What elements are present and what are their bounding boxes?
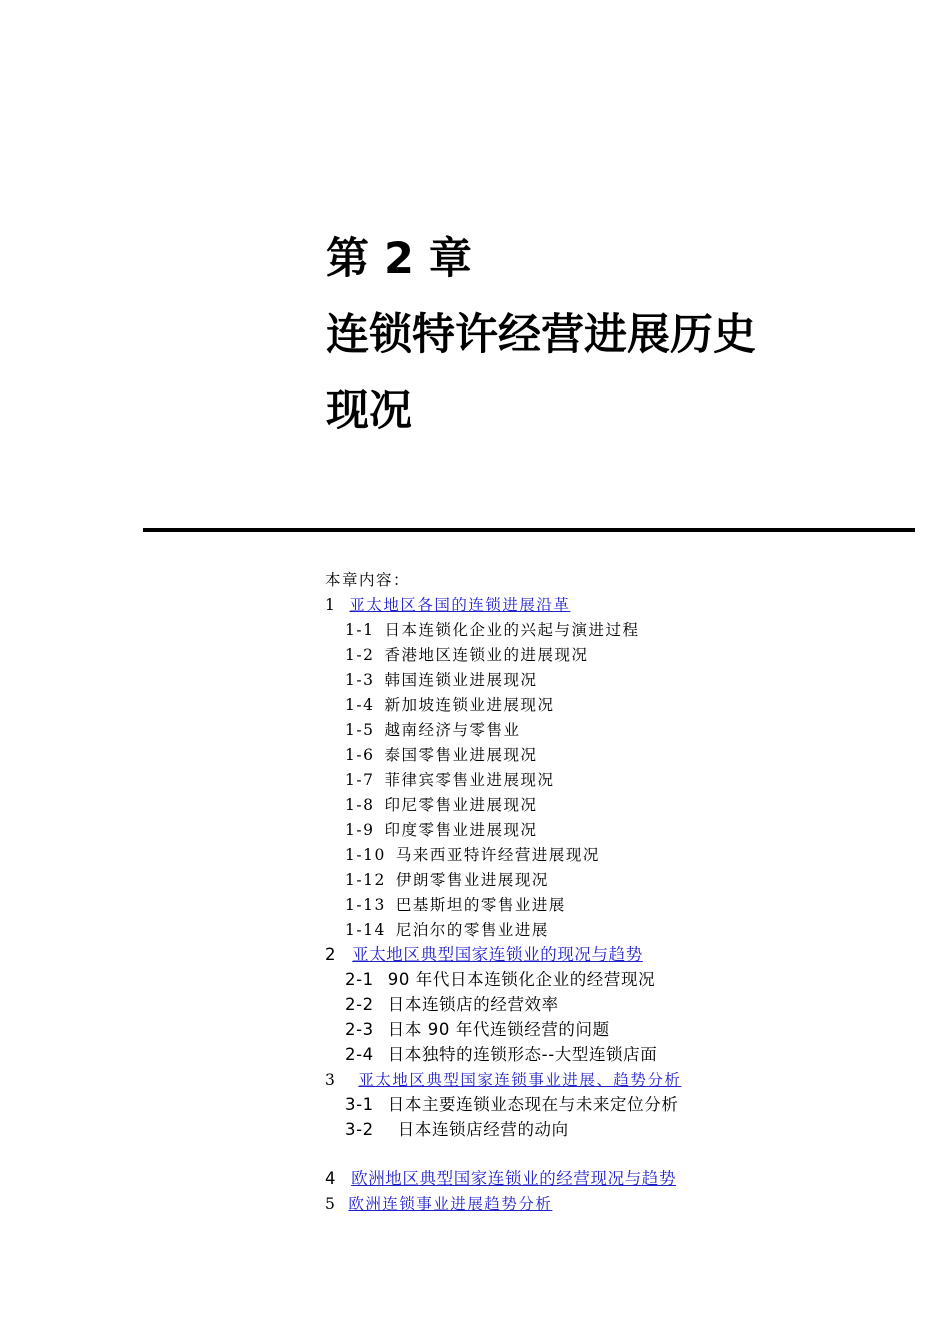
- toc-item-number: 1-8: [345, 796, 375, 814]
- chapter-title-line1: 连锁特许经营进展历史: [326, 310, 756, 360]
- toc-item-title: 伊朗零售业进展现况: [395, 871, 549, 889]
- toc-section-number: 1: [325, 596, 337, 614]
- chapter-title-line2: 现况: [326, 386, 412, 436]
- toc-item: [345, 695, 554, 715]
- toc-item-number: 1-3: [345, 671, 375, 689]
- toc-item-title: 巴基斯坦的零售业进展: [395, 896, 566, 914]
- toc-section-link[interactable]: 欧洲连锁事业进展趋势分析: [348, 1195, 553, 1213]
- toc-item: [345, 670, 537, 690]
- toc-item: [345, 620, 639, 640]
- toc-item: [345, 920, 549, 940]
- toc-item-title: 日本连锁化企业的兴起与演进过程: [384, 621, 640, 639]
- toc-item: [345, 820, 537, 840]
- toc-item-number: 1-10: [345, 846, 386, 864]
- toc-item-title: 菲律宾零售业进展现况: [384, 771, 555, 789]
- toc-item: [345, 745, 537, 765]
- toc-item: [345, 845, 600, 865]
- toc-item: [345, 970, 655, 990]
- toc-item: [345, 720, 520, 740]
- toc-item-number: 1-14: [345, 921, 386, 939]
- toc-item: [345, 770, 554, 790]
- chapter-divider: [143, 528, 915, 532]
- toc-item-number: 2-2: [345, 995, 374, 1014]
- toc-item-number: 1-1: [345, 621, 375, 639]
- toc-item-title: 印尼零售业进展现况: [384, 796, 538, 814]
- toc-section-number: 3: [325, 1071, 337, 1089]
- toc-item: [345, 645, 588, 665]
- toc-item-number: 1-4: [345, 696, 375, 714]
- toc-item-number: 1-7: [345, 771, 375, 789]
- toc-item: [345, 795, 537, 815]
- toc-item-number: 2-3: [345, 1020, 374, 1039]
- toc-item-title: 日本连锁店经营的动向: [397, 1120, 569, 1139]
- toc-section-link[interactable]: 亚太地区典型国家连锁业的现况与趋势: [352, 945, 643, 964]
- toc-section: [325, 1169, 676, 1189]
- toc-item-title: 日本 90 年代连锁经营的问题: [387, 1020, 610, 1039]
- toc-item-title: 日本独特的连锁形态--大型连锁店面: [387, 1045, 658, 1064]
- toc-item-title: 90 年代日本连锁化企业的经营现况: [387, 970, 656, 989]
- toc-item-number: 3-1: [345, 1095, 374, 1114]
- toc-item-title: 印度零售业进展现况: [384, 821, 538, 839]
- toc-section: [325, 595, 570, 615]
- toc-item-title: 泰国零售业进展现况: [384, 746, 538, 764]
- toc-section: [325, 945, 643, 965]
- toc-item-title: 新加坡连锁业进展现况: [384, 696, 555, 714]
- toc-item: [345, 870, 549, 890]
- toc-item-title: 韩国连锁业进展现况: [384, 671, 538, 689]
- toc-section-number: 2: [325, 945, 337, 964]
- toc-item: [345, 1020, 610, 1040]
- toc-item-number: 1-2: [345, 646, 375, 664]
- toc-section-number: 5: [325, 1195, 337, 1213]
- toc-item-number: 2-4: [345, 1045, 374, 1064]
- toc-item-number: 1-6: [345, 746, 375, 764]
- toc-item-title: 尼泊尔的零售业进展: [395, 921, 549, 939]
- toc-item: [345, 1045, 657, 1065]
- toc-item-number: 1-5: [345, 721, 375, 739]
- toc-item: [345, 1120, 569, 1140]
- toc-section-link[interactable]: 亚太地区各国的连锁进展沿革: [349, 596, 571, 614]
- toc-item-number: 2-1: [345, 970, 374, 989]
- chapter-number: 第 2 章: [326, 234, 472, 284]
- toc-item-title: 日本连锁店的经营效率: [387, 995, 559, 1014]
- toc-section-link[interactable]: 欧洲地区典型国家连锁业的经营现况与趋势: [351, 1169, 677, 1188]
- toc-item-title: 日本主要连锁业态现在与未来定位分析: [387, 1095, 679, 1114]
- toc-item-title: 香港地区连锁业的进展现况: [384, 646, 589, 664]
- toc-item: [345, 1095, 678, 1115]
- toc-item: [345, 995, 559, 1015]
- toc-item: [345, 895, 566, 915]
- toc-item-number: 3-2: [345, 1120, 374, 1139]
- toc-item-number: 1-9: [345, 821, 375, 839]
- toc-section-number: 4: [325, 1169, 337, 1188]
- toc-section: [325, 1070, 681, 1090]
- toc-item-title: 马来西亚特许经营进展现况: [395, 846, 600, 864]
- toc-heading: 本章内容：: [325, 571, 411, 589]
- toc-item-number: 1-12: [345, 871, 386, 889]
- toc-section: [325, 1194, 552, 1214]
- toc-section-link[interactable]: 亚太地区典型国家连锁事业进展、趋势分析: [358, 1071, 682, 1089]
- toc-item-number: 1-13: [345, 896, 386, 914]
- toc-item-title: 越南经济与零售业: [384, 721, 521, 739]
